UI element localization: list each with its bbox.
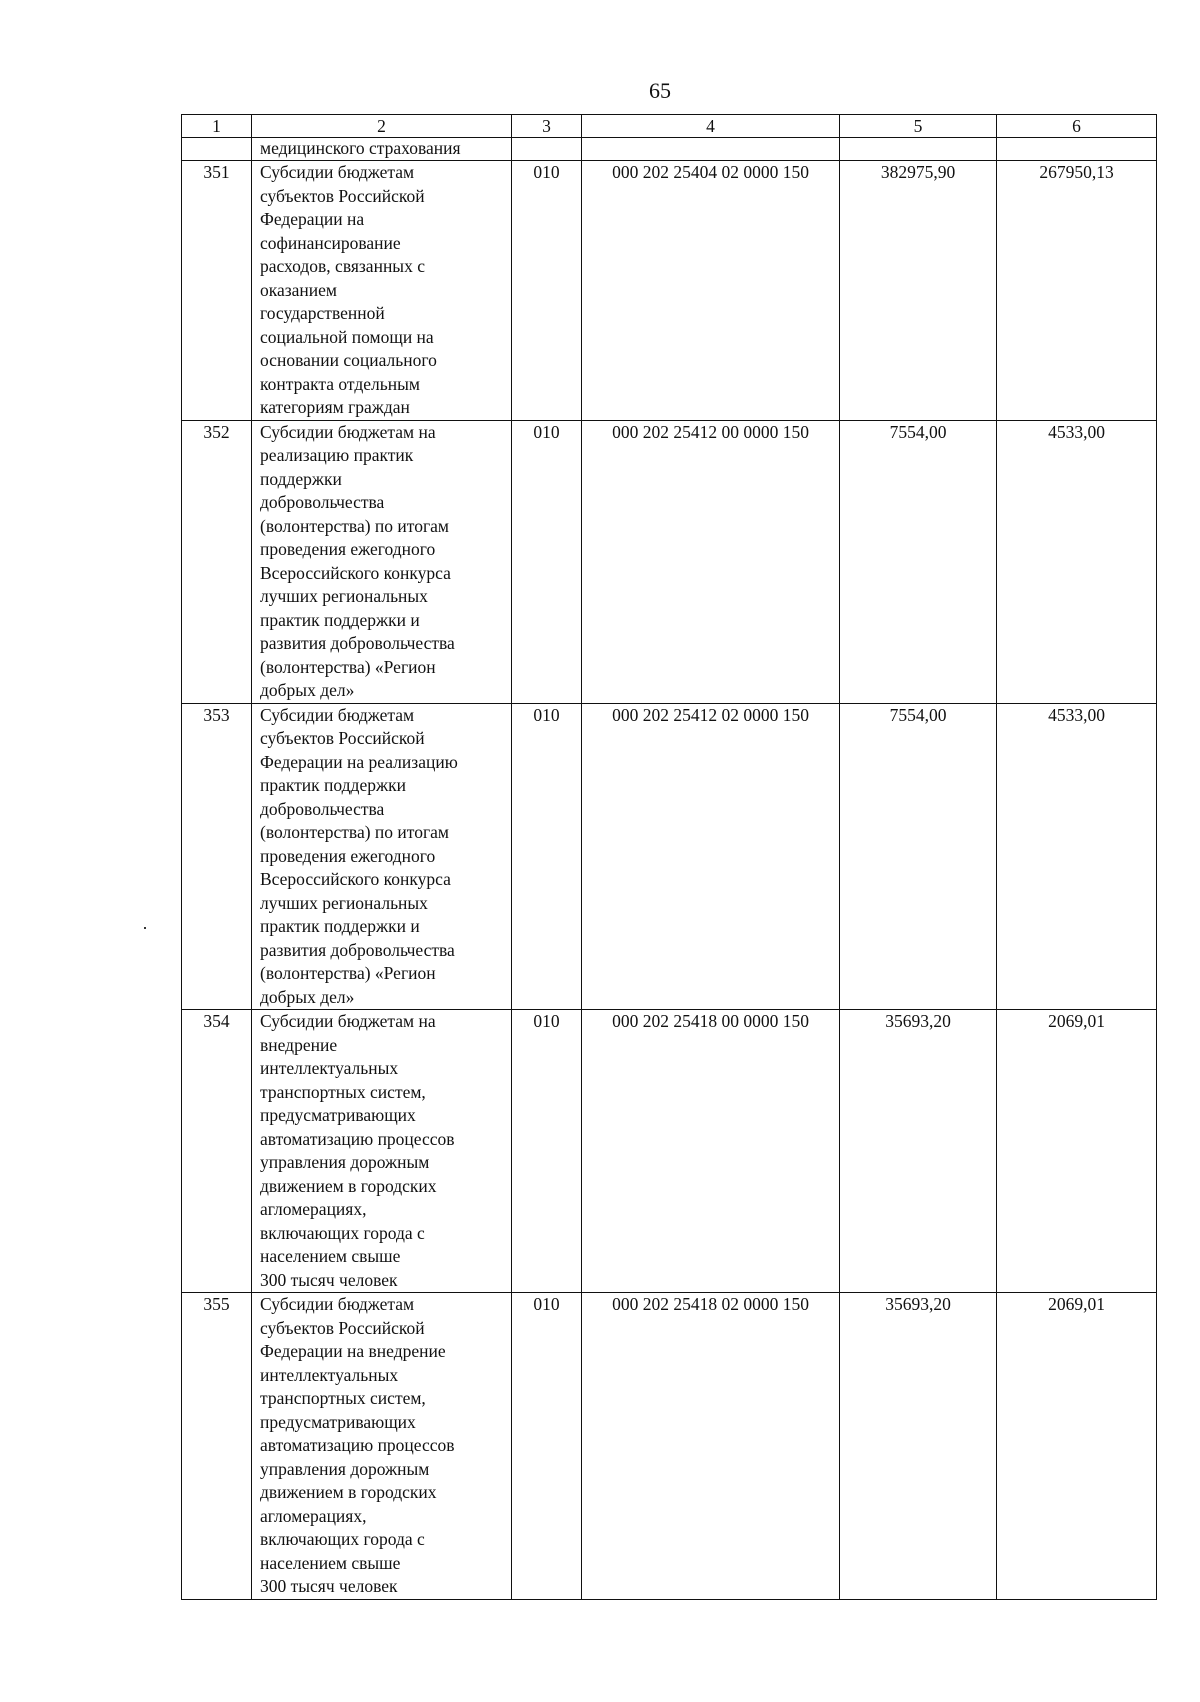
- amount-col6: 4533,00: [997, 420, 1157, 703]
- row-number: 352: [182, 420, 252, 703]
- row-number: 354: [182, 1010, 252, 1293]
- column-number: 3: [512, 115, 582, 138]
- budget-code: 000 202 25418 00 0000 150: [582, 1010, 840, 1293]
- continuation-row: [182, 138, 1157, 161]
- amount-col5: 7554,00: [840, 703, 997, 1010]
- amount-col5: 382975,90: [840, 161, 997, 421]
- budget-code: 000 202 25418 02 0000 150: [582, 1293, 840, 1600]
- admin-code: 010: [512, 703, 582, 1010]
- scan-speck: [144, 927, 146, 929]
- table-row: [182, 1010, 1157, 1293]
- row-number: 355: [182, 1293, 252, 1600]
- admin-code: 010: [512, 420, 582, 703]
- admin-code: 010: [512, 1010, 582, 1293]
- table-row: [182, 161, 1157, 421]
- column-number-row: [182, 115, 1157, 138]
- table-row: [182, 1293, 1157, 1600]
- table-row: [182, 703, 1157, 1010]
- column-number: 6: [997, 115, 1157, 138]
- row-name: Субсидии бюджетам на реализацию практик поддержки добровольчества (волонтерства) по итогам проведения ежегодного Всероссийского конкурса лучших региональных практик поддержки и развития добровольчества (волонтерства) «Регион добрых дел»: [252, 420, 512, 703]
- page-number: 65: [649, 78, 671, 103]
- amount-col5: [840, 138, 997, 161]
- amount-col6: 2069,01: [997, 1010, 1157, 1293]
- budget-code: 000 202 25404 02 0000 150: [582, 161, 840, 421]
- amount-col5: 35693,20: [840, 1010, 997, 1293]
- budget-code: 000 202 25412 02 0000 150: [582, 703, 840, 1010]
- budget-code: [582, 138, 840, 161]
- amount-col6: 4533,00: [997, 703, 1157, 1010]
- column-number: 5: [840, 115, 997, 138]
- budget-code: 000 202 25412 00 0000 150: [582, 420, 840, 703]
- admin-code: [512, 138, 582, 161]
- amount-col6: [997, 138, 1157, 161]
- column-number: 2: [252, 115, 512, 138]
- amount-col5: 7554,00: [840, 420, 997, 703]
- admin-code: 010: [512, 161, 582, 421]
- column-number: 1: [182, 115, 252, 138]
- row-name: Субсидии бюджетам субъектов Российской Федерации на внедрение интеллектуальных транспортных систем, предусматривающих автоматизацию процессов управления дорожным движением в городских агломерациях, включающих города с населением свыше 300 тысяч человек: [252, 1293, 512, 1600]
- budget-table: [181, 114, 1157, 1600]
- column-number: 4: [582, 115, 840, 138]
- row-name: Субсидии бюджетам субъектов Российской Федерации на софинансирование расходов, связанных с оказанием государственной социальной помощи на основании социального контракта отдельным категориям граждан: [252, 161, 512, 421]
- row-name: Субсидии бюджетам на внедрение интеллектуальных транспортных систем, предусматривающих автоматизацию процессов управления дорожным движением в городских агломерациях, включающих города с населением свыше 300 тысяч человек: [252, 1010, 512, 1293]
- admin-code: 010: [512, 1293, 582, 1600]
- row-number: 351: [182, 161, 252, 421]
- table-row: [182, 420, 1157, 703]
- amount-col5: 35693,20: [840, 1293, 997, 1600]
- row-name: медицинского страхования: [252, 138, 512, 161]
- amount-col6: 2069,01: [997, 1293, 1157, 1600]
- row-number: [182, 138, 252, 161]
- amount-col6: 267950,13: [997, 161, 1157, 421]
- row-name: Субсидии бюджетам субъектов Российской Федерации на реализацию практик поддержки добровольчества (волонтерства) по итогам проведения ежегодного Всероссийского конкурса лучших региональных практик поддержки и развития добровольчества (волонтерства) «Регион добрых дел»: [252, 703, 512, 1010]
- row-number: 353: [182, 703, 252, 1010]
